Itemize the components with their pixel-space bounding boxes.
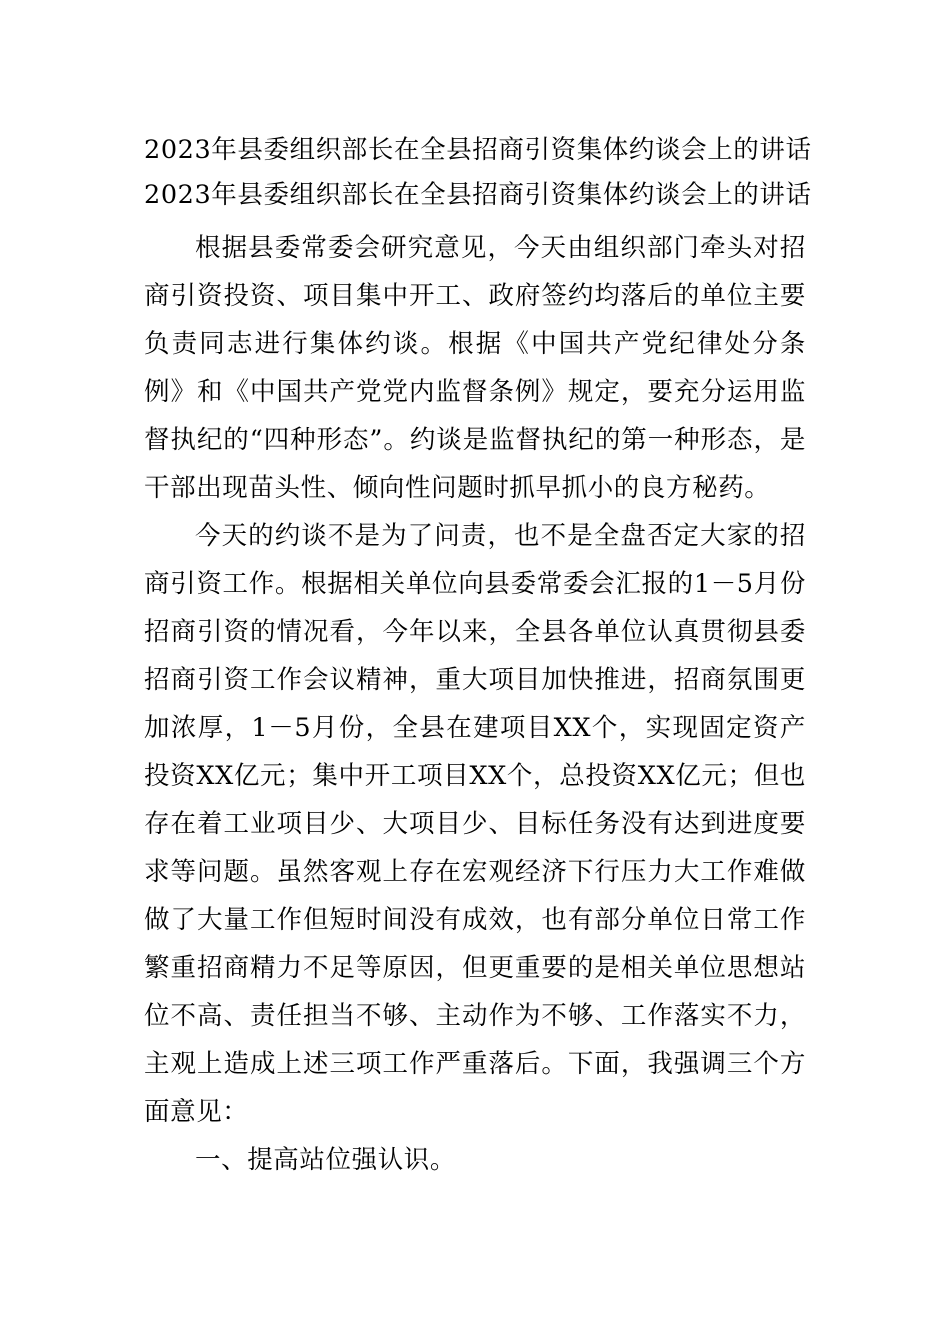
document-title-repeat: 2023年县委组织部长在全县招商引资集体约谈会上的讲话 <box>144 180 812 210</box>
section-heading-1: 一、提高站位强认识。 <box>195 1145 457 1175</box>
paragraph-intro: 根据县委常委会研究意见，今天由组织部门牵头对招商引资投资、项目集中开工、政府签约均落后的单位主要负责同志进行集体约谈。根据《中国共产党纪律处分条例》和《中国共产党党内监督条例》规定，要充分运用监督执纪的“四种形态”。约谈是监督执纪的第一种形态，是干部出现苗头性、倾向性问题时抓早抓小的良方秘药。 <box>144 233 806 503</box>
document-title: 2023年县委组织部长在全县招商引资集体约谈会上的讲话 <box>144 135 812 165</box>
document-body <box>144 128 812 1184</box>
paragraph-situation: 今天的约谈不是为了问责，也不是全盘否定大家的招商引资工作。根据相关单位向县委常委会汇报的1－5月份招商引资的情况看，今年以来，全县各单位认真贯彻县委招商引资工作会议精神，重大项目加快推进，招商氛围更加浓厚，1－5月份，全县在建项目XX个，实现固定资产投资XX亿元；集中开工项目XX个，总投资XX亿元；但也存在着工业项目少、大项目少、目标任务没有达到进度要求等问题。虽然客观上存在宏观经济下行压力大工作难做做了大量工作但短时间没有成效，也有部分单位日常工作繁重招商精力不足等原因，但更重要的是相关单位思想站位不高、责任担当不够、主动作为不够、工作落实不力，主观上造成上述三项工作严重落后。下面，我强调三个方面意见： <box>144 521 806 1127</box>
